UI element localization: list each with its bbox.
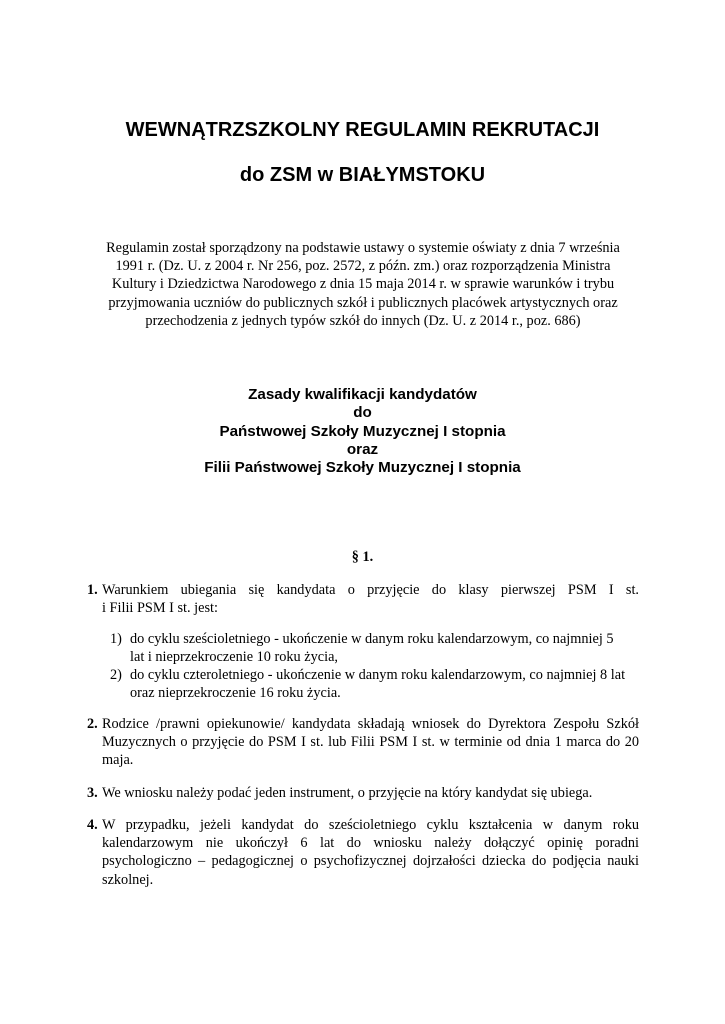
intro-paragraph	[88, 239, 638, 330]
intro-line: 1991 r. (Dz. U. z 2004 r. Nr 256, poz. 2572, z późn. zm.) oraz rozporządzenia Ministra	[115, 258, 611, 275]
list-item-line: Muzycznych o przyjęcie do PSM I st. lub Filii PSM I st. w terminie od dnia 1 marca do 20	[102, 734, 639, 751]
list-item-body	[102, 784, 639, 802]
sub-list-item-number: 2)	[110, 667, 122, 683]
section-heading-line: Państwowej Szkoły Muzycznej I stopnia	[219, 422, 506, 440]
section-heading-line: Zasady kwalifikacji kandydatów	[248, 386, 477, 403]
list-item-line: psychologiczno – pedagogicznej o psychofizycznej dojrzałości dziecka do podjęcia nauki	[102, 853, 639, 870]
document-title: WEWNĄTRZSZKOLNY REGULAMIN REKRUTACJI	[125, 119, 600, 141]
list-item-line: Rodzice /prawni opiekunowie/ kandydata składają wniosek do Dyrektora Zespołu Szkół	[102, 716, 639, 732]
list-item-line: We wniosku należy podać jeden instrument, o przyjęcie na który kandydat się ubiega.	[102, 785, 593, 801]
list-item-line: i Filii PSM I st. jest:	[102, 600, 218, 617]
section-heading-line: Filii Państwowej Szkoły Muzycznej I stopnia	[204, 459, 521, 477]
section-heading-line: oraz	[346, 440, 379, 458]
list-item	[87, 581, 639, 617]
paragraph-mark: § 1.	[351, 549, 374, 565]
sub-list-item-body	[130, 666, 638, 702]
list-item-line: maja.	[102, 752, 134, 769]
list-item-body	[102, 581, 639, 617]
sub-list-item-line: oraz nieprzekroczenie 16 roku życia.	[130, 685, 341, 702]
intro-line: przyjmowania uczniów do publicznych szkół i publicznych placówek artystycznych oraz	[108, 294, 618, 311]
sub-list-item-line: do cyklu sześcioletniego - ukończenie w danym roku kalendarzowym, co najmniej 5	[130, 631, 614, 647]
sub-list-item-line: lat i nieprzekroczenie 10 roku życia,	[130, 649, 338, 666]
document-subtitle: do ZSM w BIAŁYMSTOKU	[239, 164, 486, 186]
intro-line: Kultury i Dziedzictwa Narodowego z dnia 15 maja 2014 r. w sprawie warunków i trybu	[111, 276, 615, 293]
sub-list-item-line: do cyklu czteroletniego - ukończenie w danym roku kalendarzowym, co najmniej 8 lat	[130, 667, 626, 683]
intro-line: Regulamin został sporządzony na podstawie ustawy o systemie oświaty z dnia 7 września	[106, 240, 620, 256]
list-item	[87, 816, 639, 889]
intro-line: przechodzenia z jednych typów szkół do innych (Dz. U. z 2014 r., poz. 686)	[145, 312, 581, 329]
sub-list-item-body	[130, 630, 638, 666]
list-item	[87, 784, 639, 802]
sub-list-item	[110, 630, 638, 666]
list-item-body	[102, 715, 639, 770]
list-item-number: 4.	[87, 817, 98, 833]
list-item-line: Warunkiem ubiegania się kandydata o przyjęcie do klasy pierwszej PSM I st.	[102, 582, 639, 598]
list-item-number: 3.	[87, 785, 98, 801]
list-item-line: szkolnej.	[102, 871, 154, 888]
list-item-line: kalendarzowym nie ukończył 6 lat do wniosku należy dołączyć opinię poradni	[102, 835, 639, 852]
list-item-body	[102, 816, 639, 889]
list-item	[87, 715, 639, 770]
list-item-number: 2.	[87, 716, 98, 732]
list-item-line: W przypadku, jeżeli kandydat do sześcioletniego cyklu kształcenia w danym roku	[102, 817, 639, 833]
section-heading	[0, 386, 725, 477]
sub-list-item-number: 1)	[110, 631, 122, 647]
section-heading-line: do	[353, 404, 372, 422]
list-item-number: 1.	[87, 582, 98, 598]
sub-list-item	[110, 666, 638, 702]
